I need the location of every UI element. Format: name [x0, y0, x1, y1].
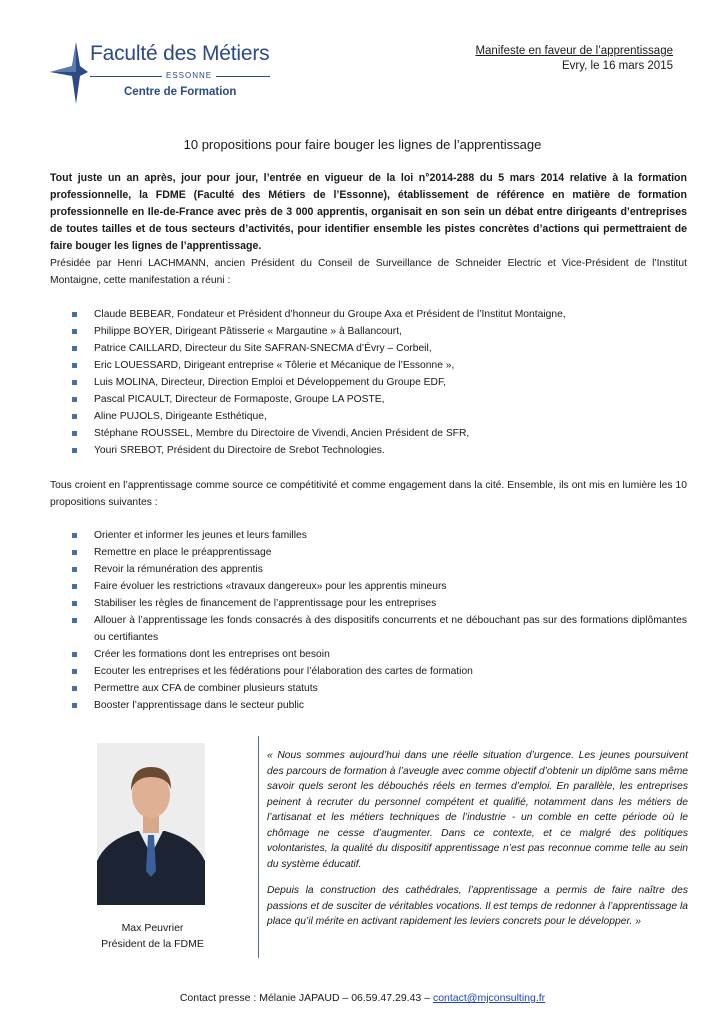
person-role: Président de la FDME: [101, 938, 204, 950]
compass-star-icon: [48, 42, 88, 104]
list-item: Stéphane ROUSSEL, Membre du Directoire de Vivendi, Ancien Président de SFR,: [72, 425, 687, 442]
document-title: 10 propositions pour faire bouger les lignes de l’apprentissage: [183, 137, 542, 152]
logo: [48, 40, 278, 110]
list-item: Allouer à l’apprentissage les fonds consacrés à des dispositifs concurrents et ne débouchant pas sur des formations diplômantes ou certifiantes: [72, 612, 687, 646]
intro-paragraph: Tout juste un an après, jour pour jour, l’entrée en vigueur de la loi n°2014-288 du 5 mars 2014 relative à la formation professionnelle, la FDME (Faculté des Métiers de l’Essonne), établissement de référence en matière de formation professionnelle en Ile-de-France avec près de 3 000 apprentis, organisait en son sein un débat entre dirigeants d’entreprises de toutes tailles et de tous secteurs d’activités, pour identifier ensemble les pistes concrètes d’actions qui permettraient de faire bouger les lignes de l’apprentissage.: [50, 172, 687, 252]
list-item: Aline PUJOLS, Dirigeante Esthétique,: [72, 408, 687, 425]
list-item: Remettre en place le préapprentissage: [72, 544, 687, 561]
list-item: Pascal PICAULT, Directeur de Formaposte, Groupe LA POSTE,: [72, 391, 687, 408]
press-contact: [0, 992, 725, 1004]
quote-divider: [258, 736, 259, 958]
paragraph-propositions: Tous croient en l’apprentissage comme source ce compétitivité et comme engagement dans la cité. Ensemble, ils ont mis en lumière les 10 propositions suivantes :: [50, 480, 687, 508]
list-item: Stabiliser les règles de financement de l’apprentissage pour les entreprises: [72, 595, 687, 612]
list-item: Claude BEBEAR, Fondateur et Président d’honneur du Groupe Axa et Président de l’Institut Montaigne,: [72, 306, 687, 323]
list-item: Orienter et informer les jeunes et leurs familles: [72, 527, 687, 544]
place-date: Evry, le 16 mars 2015: [561, 60, 673, 72]
list-item: Luis MOLINA, Directeur, Direction Emploi et Développement du Groupe EDF,: [72, 374, 687, 391]
quote-paragraph: Depuis la construction des cathédrales, l’apprentissage a permis de faire naître des passions et de susciter de véritables vocations. Il est temps de redonner à l’apprentissage la place qu’il mérite en activant rapidement les leviers concrets pour le développer. »: [267, 885, 688, 927]
paragraph-presidence: Présidée par Henri LACHMANN, ancien Président du Conseil de Surveillance de Schneider Electric et Vice-Président de l’Institut Montaigne, cette manifestation a réuni :: [50, 258, 687, 286]
person-name: Max Peuvrier: [121, 922, 184, 934]
document-subject: Manifeste en faveur de l’apprentissage: [475, 45, 673, 57]
list-item: Youri SREBOT, Président du Directoire de Srebot Technologies.: [72, 442, 687, 459]
list-item: Permettre aux CFA de combiner plusieurs statuts: [72, 680, 687, 697]
quote-paragraph: « Nous sommes aujourd’hui dans une réelle situation d’urgence. Les jeunes poursuivent des parcours de formation à l’aveugle avec comme objectif d’obtenir un diplôme sans même savoir quels seront les débouchés réels en termes d’emploi. En parallèle, les entreprises peinent à recruter du personnel compétent et qualifié, notamment dans les métiers de l’artisanat et les métiers techniques de l’industrie - un comble en cette période où le chômage ne cesse d’augmenter. Dans ce contexte, et ce malgré des politiques volontaristes, la qualité du dispositif apprentissage n’est pas reconnue comme telle au sein du système éducatif.: [267, 750, 688, 870]
quote-block: [267, 748, 688, 941]
list-item: Eric LOUESSARD, Dirigeant entreprise « Tôlerie et Mécanique de l’Essonne »,: [72, 357, 687, 374]
contact-email-link[interactable]: contact@mjconsulting.fr: [432, 992, 546, 1004]
contact-label: Contact presse : Mélanie JAPAUD – 06.59.47.29.43 –: [179, 992, 433, 1004]
logo-region: ESSONNE: [166, 71, 213, 80]
list-item: Revoir la rémunération des apprentis: [72, 561, 687, 578]
header-right: [475, 44, 673, 74]
participants-list: [72, 306, 687, 459]
list-item: Patrice CAILLARD, Directeur du Site SAFRAN-SNECMA d’Évry – Corbeil,: [72, 340, 687, 357]
list-item: Créer les formations dont les entreprises ont besoin: [72, 646, 687, 663]
list-item: Booster l’apprentissage dans le secteur public: [72, 697, 687, 714]
logo-divider-left: [90, 76, 162, 77]
list-item: Ecouter les entreprises et les fédérations pour l’élaboration des cartes de formation: [72, 663, 687, 680]
logo-subtitle: Centre de Formation: [124, 86, 237, 98]
propositions-list: [72, 527, 687, 714]
list-item: Faire évoluer les restrictions «travaux dangereux» pour les apprentis mineurs: [72, 578, 687, 595]
person-caption: [60, 920, 245, 952]
logo-name: Faculté des Métiers: [90, 42, 270, 65]
list-item: Philippe BOYER, Dirigeant Pâtisserie « Margautine » à Ballancourt,: [72, 323, 687, 340]
logo-divider-right: [216, 76, 270, 77]
portrait-photo: [97, 743, 205, 905]
